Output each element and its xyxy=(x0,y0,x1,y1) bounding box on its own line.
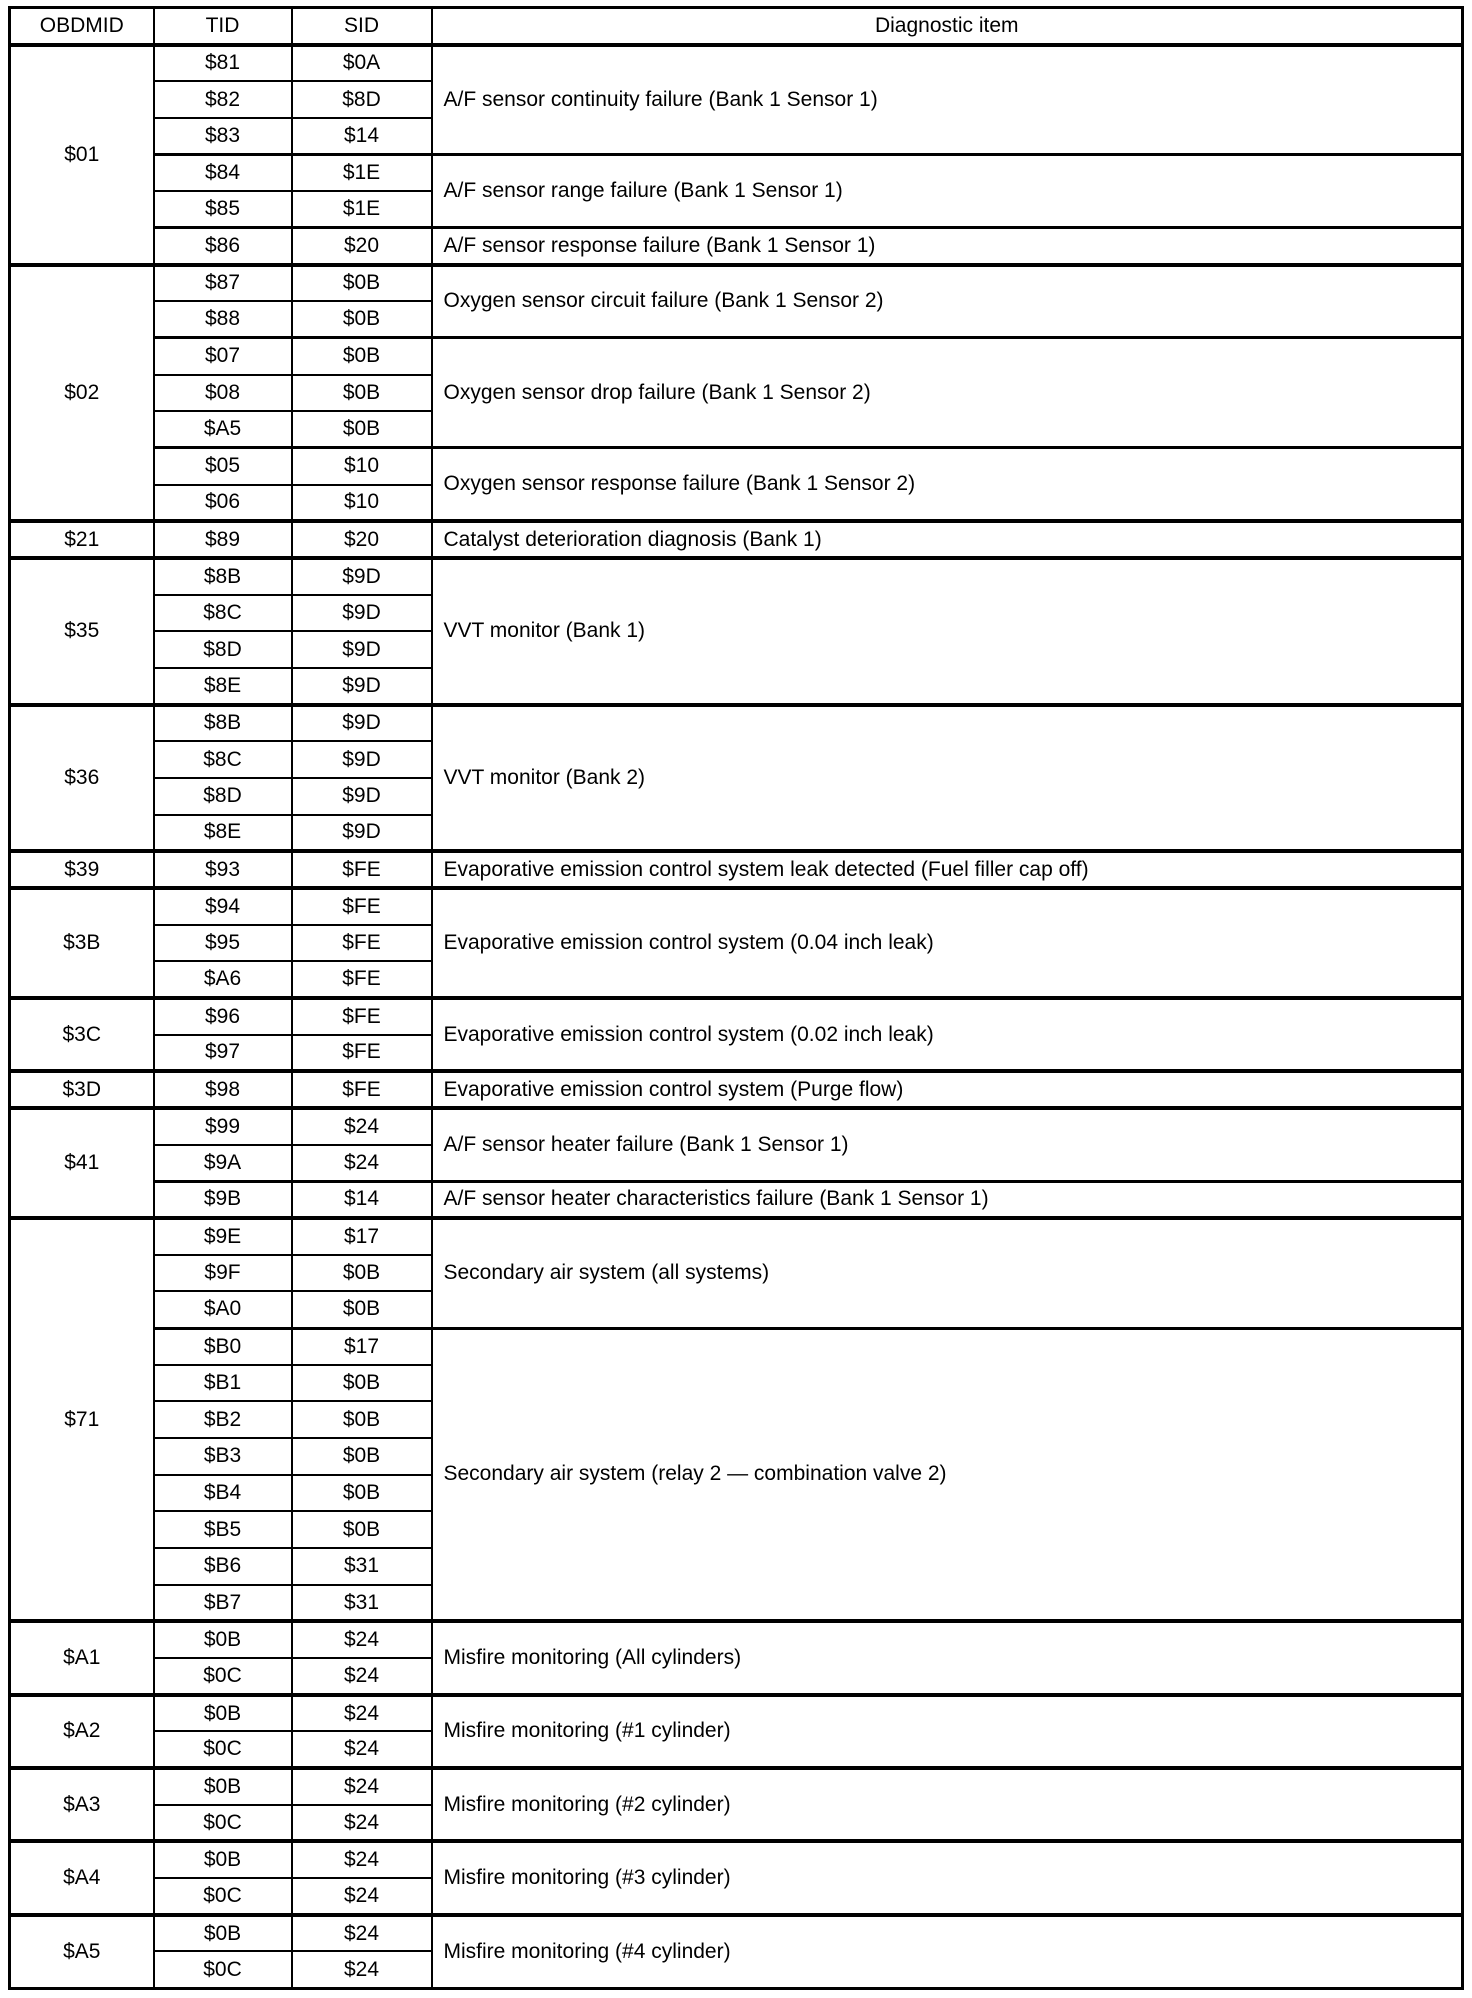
sid-cell: $20 xyxy=(292,228,432,265)
tid-cell: $B2 xyxy=(154,1401,292,1438)
tid-cell: $B0 xyxy=(154,1328,292,1365)
tid-cell: $08 xyxy=(154,375,292,412)
table-row xyxy=(10,1071,1463,1108)
table-row xyxy=(10,1181,1463,1218)
sid-cell: $0B xyxy=(292,375,432,412)
tid-cell: $0C xyxy=(154,1951,292,1988)
sid-cell: $FE xyxy=(292,925,432,962)
table-row xyxy=(10,1768,1463,1805)
diagnostic-item-cell: A/F sensor heater characteristics failure (Bank 1 Sensor 1) xyxy=(432,1181,1463,1218)
sid-cell: $17 xyxy=(292,1218,432,1255)
tid-cell: $88 xyxy=(154,301,292,338)
obdmid-cell: $41 xyxy=(10,1108,154,1218)
tid-cell: $87 xyxy=(154,265,292,302)
tid-cell: $81 xyxy=(154,45,292,82)
table-row xyxy=(10,705,1463,742)
sid-cell: $17 xyxy=(292,1328,432,1365)
tid-cell: $8C xyxy=(154,595,292,632)
obdmid-cell: $21 xyxy=(10,521,154,558)
sid-cell: $FE xyxy=(292,961,432,998)
diagnostic-item-cell: Oxygen sensor circuit failure (Bank 1 Sensor 2) xyxy=(432,265,1463,338)
sid-cell: $20 xyxy=(292,521,432,558)
diagnostic-item-cell: VVT monitor (Bank 1) xyxy=(432,558,1463,705)
tid-cell: $8E xyxy=(154,668,292,705)
sid-cell: $9D xyxy=(292,668,432,705)
obdmid-cell: $A3 xyxy=(10,1768,154,1841)
tid-cell: $9B xyxy=(154,1181,292,1218)
obdmid-cell: $A4 xyxy=(10,1841,154,1914)
tid-cell: $8D xyxy=(154,778,292,815)
table-row xyxy=(10,558,1463,595)
tid-cell: $9E xyxy=(154,1218,292,1255)
obd-diagnostic-table xyxy=(8,6,1464,1990)
sid-cell: $10 xyxy=(292,448,432,485)
tid-cell: $85 xyxy=(154,191,292,228)
tid-cell: $99 xyxy=(154,1108,292,1145)
obdmid-cell: $A5 xyxy=(10,1915,154,1989)
table-row xyxy=(10,265,1463,302)
table-row xyxy=(10,1695,1463,1732)
sid-cell: $0B xyxy=(292,1365,432,1402)
table-row xyxy=(10,228,1463,265)
tid-cell: $0B xyxy=(154,1841,292,1878)
tid-cell: $06 xyxy=(154,485,292,522)
tid-cell: $9A xyxy=(154,1145,292,1182)
sid-cell: $1E xyxy=(292,191,432,228)
sid-cell: $0B xyxy=(292,301,432,338)
tid-cell: $05 xyxy=(154,448,292,485)
sid-cell: $24 xyxy=(292,1621,432,1658)
tid-cell: $98 xyxy=(154,1071,292,1108)
table-row xyxy=(10,1915,1463,1952)
diagnostic-item-cell: A/F sensor continuity failure (Bank 1 Sensor 1) xyxy=(432,45,1463,155)
sid-cell: $0B xyxy=(292,1401,432,1438)
diagnostic-item-cell: Oxygen sensor drop failure (Bank 1 Sensor 2) xyxy=(432,338,1463,448)
sid-cell: $FE xyxy=(292,851,432,888)
tid-cell: $A6 xyxy=(154,961,292,998)
sid-cell: $24 xyxy=(292,1145,432,1182)
tid-cell: $0C xyxy=(154,1658,292,1695)
table-row xyxy=(10,45,1463,82)
sid-cell: $9D xyxy=(292,595,432,632)
diagnostic-item-cell: Evaporative emission control system (Purge flow) xyxy=(432,1071,1463,1108)
tid-cell: $0C xyxy=(154,1731,292,1768)
sid-cell: $14 xyxy=(292,1181,432,1218)
table-row xyxy=(10,851,1463,888)
diagnostic-item-cell: Secondary air system (all systems) xyxy=(432,1218,1463,1328)
tid-cell: $8B xyxy=(154,705,292,742)
sid-cell: $9D xyxy=(292,631,432,668)
sid-cell: $9D xyxy=(292,815,432,852)
sid-cell: $FE xyxy=(292,1071,432,1108)
sid-cell: $24 xyxy=(292,1768,432,1805)
table-row xyxy=(10,521,1463,558)
obdmid-cell: $3C xyxy=(10,998,154,1071)
tid-cell: $8E xyxy=(154,815,292,852)
table-row xyxy=(10,1328,1463,1365)
column-header-obdmid: OBDMID xyxy=(10,8,154,45)
sid-cell: $0B xyxy=(292,1255,432,1292)
diagnostic-item-cell: A/F sensor response failure (Bank 1 Sensor 1) xyxy=(432,228,1463,265)
tid-cell: $8B xyxy=(154,558,292,595)
sid-cell: $31 xyxy=(292,1548,432,1585)
tid-cell: $9F xyxy=(154,1255,292,1292)
tid-cell: $A5 xyxy=(154,411,292,448)
obdmid-cell: $36 xyxy=(10,705,154,852)
sid-cell: $31 xyxy=(292,1585,432,1622)
sid-cell: $9D xyxy=(292,741,432,778)
column-header-sid: SID xyxy=(292,8,432,45)
tid-cell: $07 xyxy=(154,338,292,375)
column-header-diagnostic-item: Diagnostic item xyxy=(432,8,1463,45)
tid-cell: $A0 xyxy=(154,1291,292,1328)
sid-cell: $0A xyxy=(292,45,432,82)
tid-cell: $83 xyxy=(154,118,292,155)
sid-cell: $24 xyxy=(292,1805,432,1842)
sid-cell: $8D xyxy=(292,81,432,118)
diagnostic-item-cell: Catalyst deterioration diagnosis (Bank 1) xyxy=(432,521,1463,558)
table-row xyxy=(10,448,1463,485)
obdmid-cell: $A2 xyxy=(10,1695,154,1768)
obdmid-cell: $A1 xyxy=(10,1621,154,1694)
diagnostic-item-cell: VVT monitor (Bank 2) xyxy=(432,705,1463,852)
tid-cell: $B4 xyxy=(154,1475,292,1512)
tid-cell: $0B xyxy=(154,1695,292,1732)
sid-cell: $FE xyxy=(292,998,432,1035)
obdmid-cell: $02 xyxy=(10,265,154,522)
sid-cell: $FE xyxy=(292,888,432,925)
diagnostic-item-cell: Oxygen sensor response failure (Bank 1 Sensor 2) xyxy=(432,448,1463,521)
diagnostic-item-cell: Evaporative emission control system (0.04 inch leak) xyxy=(432,888,1463,998)
sid-cell: $0B xyxy=(292,1438,432,1475)
sid-cell: $24 xyxy=(292,1695,432,1732)
tid-cell: $B6 xyxy=(154,1548,292,1585)
tid-cell: $B1 xyxy=(154,1365,292,1402)
obdmid-cell: $71 xyxy=(10,1218,154,1621)
tid-cell: $8C xyxy=(154,741,292,778)
table-row xyxy=(10,888,1463,925)
tid-cell: $96 xyxy=(154,998,292,1035)
tid-cell: $89 xyxy=(154,521,292,558)
table-row xyxy=(10,1218,1463,1255)
tid-cell: $82 xyxy=(154,81,292,118)
sid-cell: $24 xyxy=(292,1915,432,1952)
sid-cell: $0B xyxy=(292,338,432,375)
diagnostic-item-cell: A/F sensor range failure (Bank 1 Sensor 1) xyxy=(432,155,1463,228)
tid-cell: $0C xyxy=(154,1805,292,1842)
obdmid-cell: $39 xyxy=(10,851,154,888)
tid-cell: $86 xyxy=(154,228,292,265)
sid-cell: $14 xyxy=(292,118,432,155)
diagnostic-item-cell: A/F sensor heater failure (Bank 1 Sensor 1) xyxy=(432,1108,1463,1181)
sid-cell: $0B xyxy=(292,411,432,448)
table-row xyxy=(10,998,1463,1035)
sid-cell: $0B xyxy=(292,1511,432,1548)
header-row xyxy=(10,8,1463,45)
sid-cell: $24 xyxy=(292,1658,432,1695)
tid-cell: $0B xyxy=(154,1915,292,1952)
table-row xyxy=(10,1108,1463,1145)
diagnostic-item-cell: Misfire monitoring (#2 cylinder) xyxy=(432,1768,1463,1841)
tid-cell: $84 xyxy=(154,155,292,192)
obdmid-cell: $3B xyxy=(10,888,154,998)
sid-cell: $24 xyxy=(292,1841,432,1878)
diagnostic-item-cell: Misfire monitoring (#1 cylinder) xyxy=(432,1695,1463,1768)
sid-cell: $24 xyxy=(292,1108,432,1145)
tid-cell: $0B xyxy=(154,1768,292,1805)
diagnostic-item-cell: Misfire monitoring (#4 cylinder) xyxy=(432,1915,1463,1989)
sid-cell: $0B xyxy=(292,265,432,302)
sid-cell: $9D xyxy=(292,778,432,815)
tid-cell: $95 xyxy=(154,925,292,962)
sid-cell: $24 xyxy=(292,1878,432,1915)
sid-cell: $FE xyxy=(292,1035,432,1072)
sid-cell: $0B xyxy=(292,1475,432,1512)
sid-cell: $1E xyxy=(292,155,432,192)
tid-cell: $0B xyxy=(154,1621,292,1658)
diagnostic-item-cell: Misfire monitoring (#3 cylinder) xyxy=(432,1841,1463,1914)
table-row xyxy=(10,1841,1463,1878)
diagnostic-item-cell: Evaporative emission control system (0.02 inch leak) xyxy=(432,998,1463,1071)
sid-cell: $24 xyxy=(292,1951,432,1988)
tid-cell: $8D xyxy=(154,631,292,668)
diagnostic-item-cell: Secondary air system (relay 2 — combination valve 2) xyxy=(432,1328,1463,1621)
sid-cell: $9D xyxy=(292,705,432,742)
sid-cell: $9D xyxy=(292,558,432,595)
diagnostic-item-cell: Evaporative emission control system leak detected (Fuel filler cap off) xyxy=(432,851,1463,888)
tid-cell: $B5 xyxy=(154,1511,292,1548)
sid-cell: $24 xyxy=(292,1731,432,1768)
table-row xyxy=(10,1621,1463,1658)
tid-cell: $93 xyxy=(154,851,292,888)
sid-cell: $10 xyxy=(292,485,432,522)
tid-cell: $94 xyxy=(154,888,292,925)
column-header-tid: TID xyxy=(154,8,292,45)
obdmid-cell: $35 xyxy=(10,558,154,705)
tid-cell: $0C xyxy=(154,1878,292,1915)
sid-cell: $0B xyxy=(292,1291,432,1328)
obdmid-cell: $3D xyxy=(10,1071,154,1108)
obdmid-cell: $01 xyxy=(10,45,154,265)
tid-cell: $B3 xyxy=(154,1438,292,1475)
diagnostic-item-cell: Misfire monitoring (All cylinders) xyxy=(432,1621,1463,1694)
table-row xyxy=(10,155,1463,192)
table-row xyxy=(10,338,1463,375)
tid-cell: $B7 xyxy=(154,1585,292,1622)
tid-cell: $97 xyxy=(154,1035,292,1072)
